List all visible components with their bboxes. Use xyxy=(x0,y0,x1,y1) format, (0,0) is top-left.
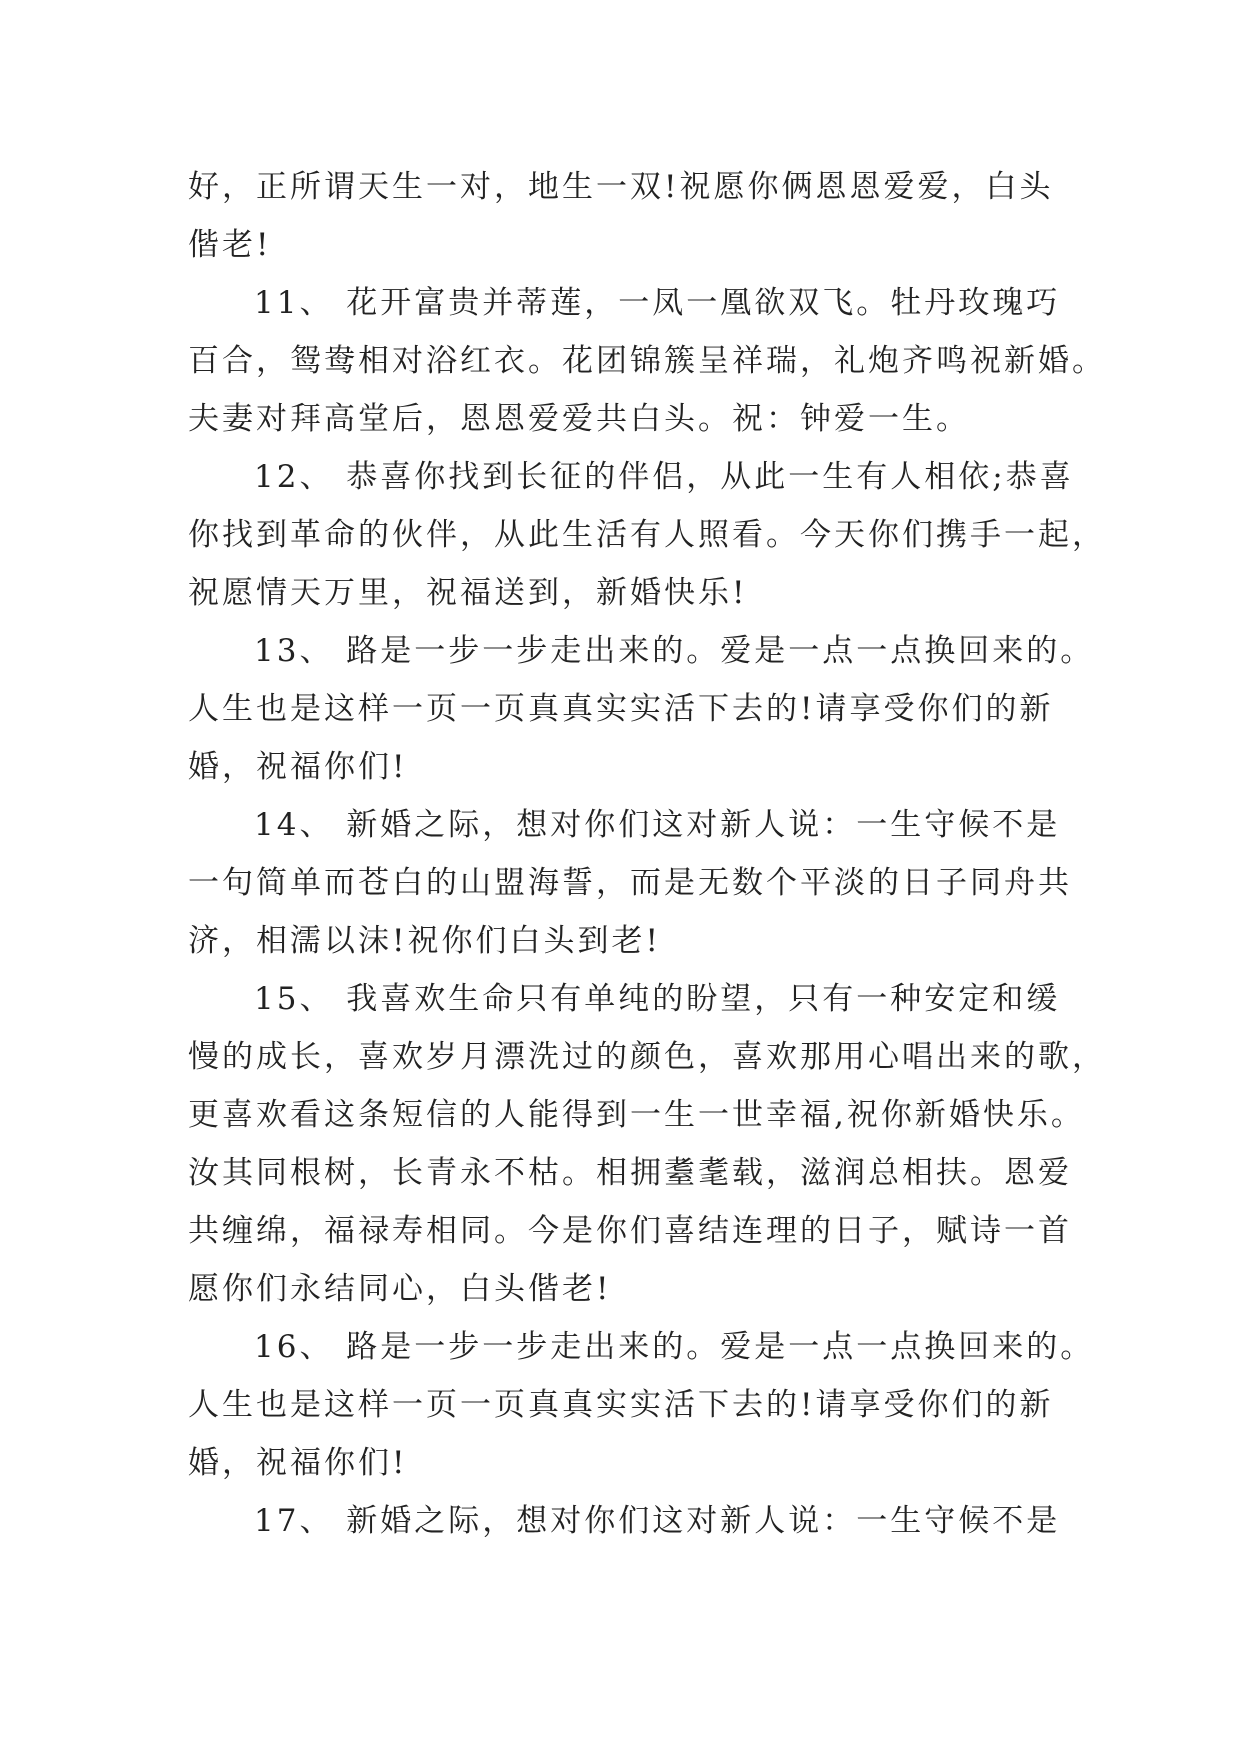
text-line: 偕老! xyxy=(188,227,272,263)
text-line: 汝其同根树，长青永不枯。相拥耋耄载，滋润总相扶。恩爱 xyxy=(188,1155,1072,1191)
text-line: 夫妻对拜高堂后，恩恩爱爱共白头。祝：钟爱一生。 xyxy=(188,401,970,437)
text-line: 婚，祝福你们! xyxy=(188,749,408,785)
text-line: 百合，鸳鸯相对浴红衣。花团锦簇呈祥瑞，礼炮齐鸣祝新婚。 xyxy=(188,343,1106,379)
list-item-16: 16、 路是一步一步走出来的。爱是一点一点换回来的。 xyxy=(254,1329,1095,1365)
text-line: 共缠绵，福禄寿相同。今是你们喜结连理的日子，赋诗一首 xyxy=(188,1213,1072,1249)
text-line: 更喜欢看这条短信的人能得到一生一世幸福,祝你新婚快乐。 xyxy=(188,1097,1085,1133)
list-item-11: 11、 花开富贵并蒂莲，一凤一凰欲双飞。牡丹玫瑰巧 xyxy=(254,285,1061,321)
document-body xyxy=(188,158,1106,1550)
text-line: 好，正所谓天生一对，地生一双!祝愿你俩恩恩爱爱，白头 xyxy=(188,169,1054,205)
text-line: 济，相濡以沫!祝你们白头到老! xyxy=(188,923,661,959)
list-item-15: 15、 我喜欢生命只有单纯的盼望，只有一种安定和缓 xyxy=(254,981,1061,1017)
text-line: 一句简单而苍白的山盟海誓，而是无数个平淡的日子同舟共 xyxy=(188,865,1072,901)
list-item-14: 14、 新婚之际，想对你们这对新人说：一生守候不是 xyxy=(254,807,1061,843)
text-line: 慢的成长，喜欢岁月漂洗过的颜色，喜欢那用心唱出来的歌， xyxy=(188,1039,1106,1075)
text-line: 人生也是这样一页一页真真实实活下去的!请享受你们的新 xyxy=(188,1387,1054,1423)
text-line: 人生也是这样一页一页真真实实活下去的!请享受你们的新 xyxy=(188,691,1054,727)
list-item-13: 13、 路是一步一步走出来的。爱是一点一点换回来的。 xyxy=(254,633,1095,669)
text-line: 你找到革命的伙伴，从此生活有人照看。今天你们携手一起， xyxy=(188,517,1106,553)
text-line: 愿你们永结同心，白头偕老! xyxy=(188,1271,612,1307)
list-item-17: 17、 新婚之际，想对你们这对新人说：一生守候不是 xyxy=(254,1503,1061,1539)
text-line: 祝愿情天万里，祝福送到，新婚快乐! xyxy=(188,575,748,611)
list-item-12: 12、 恭喜你找到长征的伴侣，从此一生有人相依;恭喜 xyxy=(254,459,1074,495)
text-line: 婚，祝福你们! xyxy=(188,1445,408,1481)
